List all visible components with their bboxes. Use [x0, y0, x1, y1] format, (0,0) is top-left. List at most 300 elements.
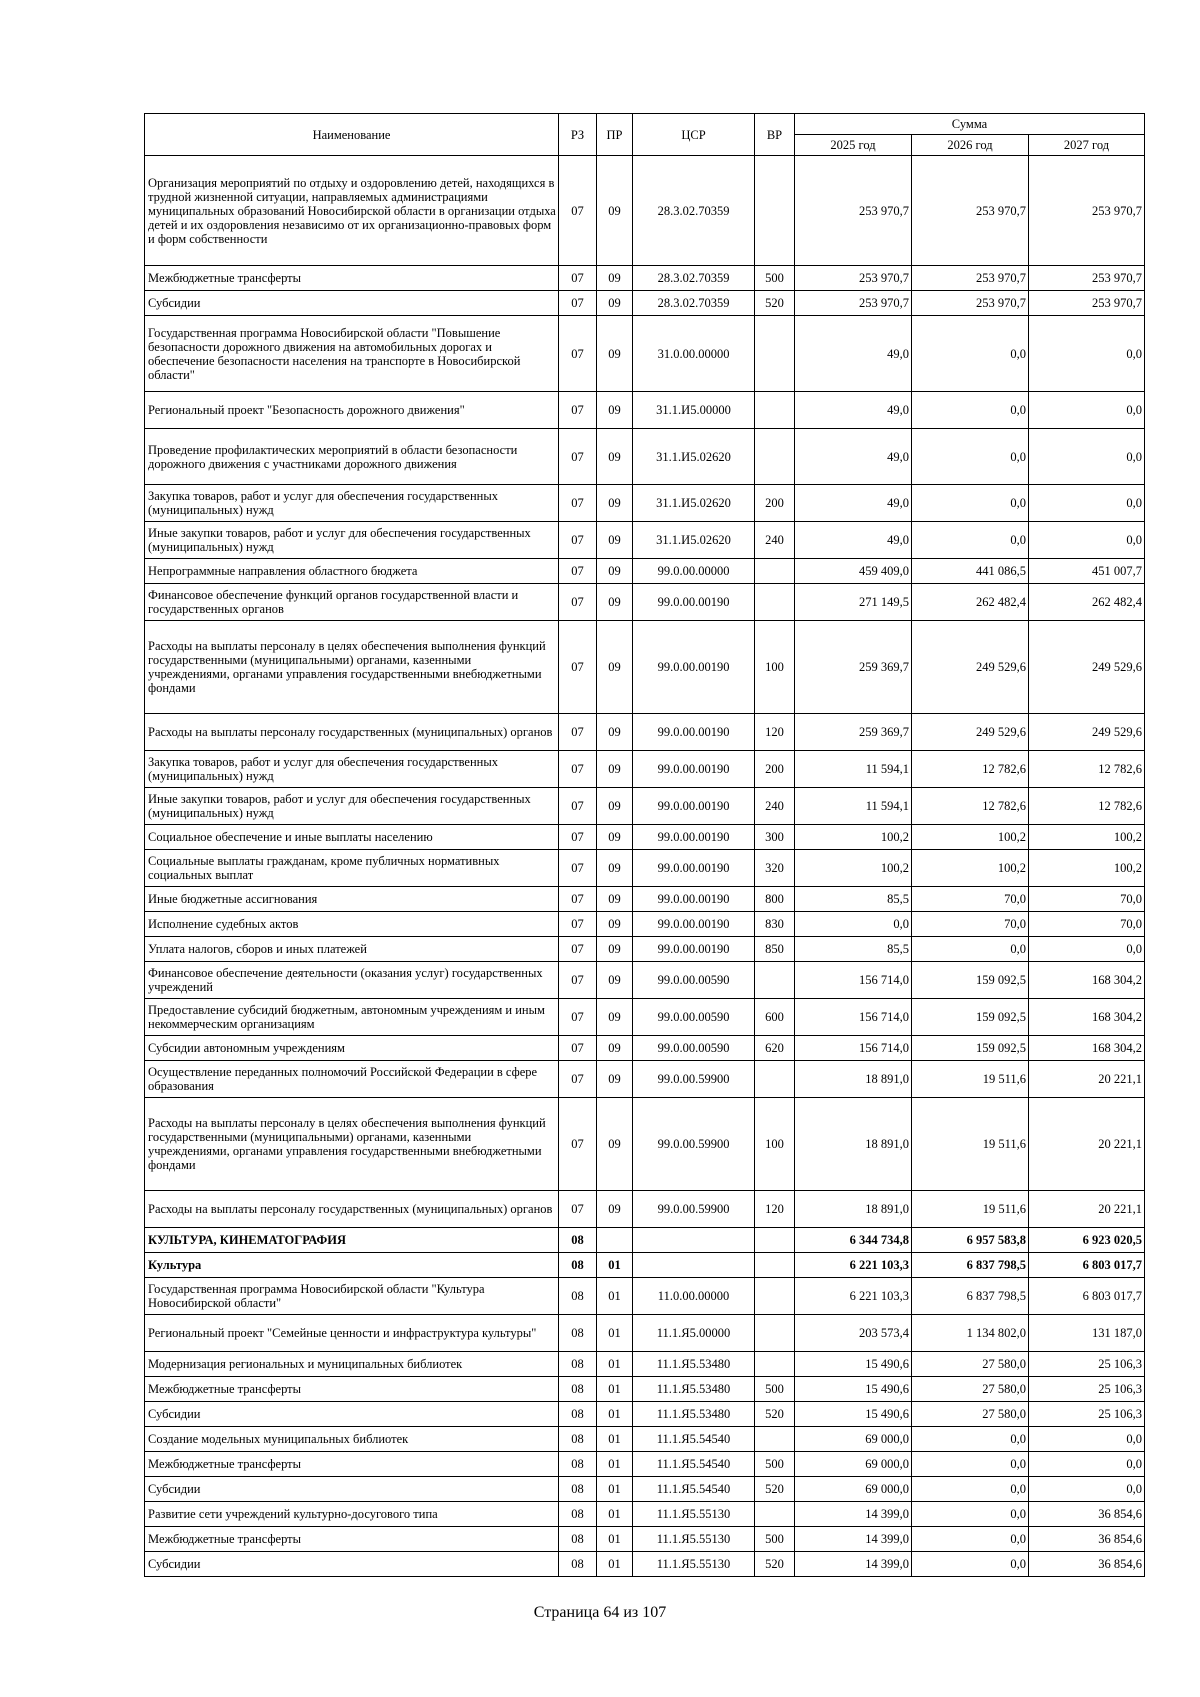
cell-pr: 09 — [597, 887, 633, 912]
table-row — [145, 1377, 1145, 1402]
cell-2026: 6 837 798,5 — [912, 1278, 1029, 1315]
cell-vr — [755, 1253, 795, 1278]
budget-table — [144, 113, 1145, 1577]
cell-2025: 271 149,5 — [795, 584, 912, 621]
cell-csr: 11.1.Я5.54540 — [633, 1477, 755, 1502]
cell-2027: 253 970,7 — [1029, 266, 1145, 291]
cell-vr — [755, 316, 795, 392]
cell-rz: 07 — [559, 485, 597, 522]
table-row — [145, 316, 1145, 392]
cell-2025: 14 399,0 — [795, 1552, 912, 1577]
cell-pr: 01 — [597, 1477, 633, 1502]
cell-csr: 11.1.Я5.55130 — [633, 1552, 755, 1577]
cell-vr: 520 — [755, 1552, 795, 1577]
cell-2026: 249 529,6 — [912, 714, 1029, 751]
cell-2026: 100,2 — [912, 825, 1029, 850]
table-row — [145, 1036, 1145, 1061]
cell-2026: 0,0 — [912, 392, 1029, 429]
cell-vr — [755, 429, 795, 485]
cell-rz: 08 — [559, 1477, 597, 1502]
cell-2027: 20 221,1 — [1029, 1061, 1145, 1098]
cell-2025: 69 000,0 — [795, 1477, 912, 1502]
table-row — [145, 887, 1145, 912]
table-row — [145, 1191, 1145, 1228]
cell-pr: 01 — [597, 1377, 633, 1402]
cell-2025: 253 970,7 — [795, 291, 912, 316]
cell-rz: 08 — [559, 1527, 597, 1552]
cell-2025: 18 891,0 — [795, 1098, 912, 1191]
cell-csr: 99.0.00.00590 — [633, 962, 755, 999]
cell-pr: 09 — [597, 1061, 633, 1098]
cell-2027: 12 782,6 — [1029, 751, 1145, 788]
cell-pr: 01 — [597, 1253, 633, 1278]
cell-2026: 70,0 — [912, 887, 1029, 912]
cell-2025: 69 000,0 — [795, 1427, 912, 1452]
cell-csr — [633, 1228, 755, 1253]
cell-pr: 09 — [597, 485, 633, 522]
cell-2027: 0,0 — [1029, 1477, 1145, 1502]
cell-vr: 620 — [755, 1036, 795, 1061]
cell-rz: 07 — [559, 788, 597, 825]
cell-name: Межбюджетные трансферты — [145, 1527, 559, 1552]
cell-vr — [755, 1315, 795, 1352]
cell-2027: 262 482,4 — [1029, 584, 1145, 621]
cell-vr: 500 — [755, 1527, 795, 1552]
cell-2025: 156 714,0 — [795, 999, 912, 1036]
cell-2027: 0,0 — [1029, 316, 1145, 392]
table-row — [145, 1527, 1145, 1552]
cell-pr: 09 — [597, 999, 633, 1036]
cell-2027: 168 304,2 — [1029, 1036, 1145, 1061]
cell-2027: 253 970,7 — [1029, 156, 1145, 266]
cell-vr — [755, 1427, 795, 1452]
cell-2026: 253 970,7 — [912, 156, 1029, 266]
cell-pr: 09 — [597, 788, 633, 825]
cell-pr: 09 — [597, 850, 633, 887]
cell-2025: 156 714,0 — [795, 962, 912, 999]
cell-rz: 07 — [559, 1061, 597, 1098]
cell-2027: 451 007,7 — [1029, 559, 1145, 584]
cell-2026: 0,0 — [912, 1552, 1029, 1577]
cell-csr: 11.1.Я5.53480 — [633, 1352, 755, 1377]
cell-2026: 249 529,6 — [912, 621, 1029, 714]
cell-name: Субсидии — [145, 291, 559, 316]
cell-2026: 27 580,0 — [912, 1377, 1029, 1402]
header-year-2027: 2027 год — [1029, 135, 1145, 156]
cell-pr: 09 — [597, 912, 633, 937]
cell-rz: 07 — [559, 584, 597, 621]
cell-vr: 520 — [755, 1402, 795, 1427]
cell-vr — [755, 1352, 795, 1377]
table-row — [145, 999, 1145, 1036]
cell-rz: 08 — [559, 1377, 597, 1402]
cell-2025: 100,2 — [795, 850, 912, 887]
cell-rz: 07 — [559, 1191, 597, 1228]
table-row — [145, 912, 1145, 937]
cell-rz: 07 — [559, 714, 597, 751]
table-row — [145, 1228, 1145, 1253]
cell-2027: 25 106,3 — [1029, 1352, 1145, 1377]
header-rz: РЗ — [559, 114, 597, 156]
cell-2026: 27 580,0 — [912, 1402, 1029, 1427]
cell-rz: 07 — [559, 266, 597, 291]
cell-2027: 131 187,0 — [1029, 1315, 1145, 1352]
cell-rz: 08 — [559, 1502, 597, 1527]
cell-2027: 249 529,6 — [1029, 714, 1145, 751]
cell-csr: 99.0.00.00190 — [633, 621, 755, 714]
header-pr: ПР — [597, 114, 633, 156]
cell-2027: 6 803 017,7 — [1029, 1278, 1145, 1315]
cell-2025: 259 369,7 — [795, 621, 912, 714]
cell-2025: 49,0 — [795, 429, 912, 485]
cell-2026: 0,0 — [912, 1527, 1029, 1552]
cell-pr: 01 — [597, 1502, 633, 1527]
cell-csr: 99.0.00.00190 — [633, 584, 755, 621]
cell-pr: 09 — [597, 1191, 633, 1228]
cell-2027: 25 106,3 — [1029, 1402, 1145, 1427]
cell-rz: 07 — [559, 825, 597, 850]
cell-pr: 01 — [597, 1402, 633, 1427]
table-row — [145, 1098, 1145, 1191]
cell-vr: 300 — [755, 825, 795, 850]
cell-rz: 07 — [559, 912, 597, 937]
table-row — [145, 1552, 1145, 1577]
cell-rz: 07 — [559, 429, 597, 485]
cell-pr: 09 — [597, 291, 633, 316]
table-row — [145, 714, 1145, 751]
table-row — [145, 1061, 1145, 1098]
cell-name: Осуществление переданных полномочий Российской Федерации в сфере образования — [145, 1061, 559, 1098]
cell-pr: 01 — [597, 1527, 633, 1552]
cell-2027: 70,0 — [1029, 912, 1145, 937]
cell-vr — [755, 156, 795, 266]
cell-name: Региональный проект "Семейные ценности и инфраструктура культуры" — [145, 1315, 559, 1352]
cell-pr: 09 — [597, 937, 633, 962]
cell-2027: 20 221,1 — [1029, 1191, 1145, 1228]
cell-vr: 800 — [755, 887, 795, 912]
cell-2027: 253 970,7 — [1029, 291, 1145, 316]
cell-vr: 520 — [755, 291, 795, 316]
table-row — [145, 1352, 1145, 1377]
cell-2027: 70,0 — [1029, 887, 1145, 912]
cell-2026: 100,2 — [912, 850, 1029, 887]
cell-csr: 31.1.И5.00000 — [633, 392, 755, 429]
cell-2026: 6 957 583,8 — [912, 1228, 1029, 1253]
table-header — [145, 114, 1145, 156]
table-row — [145, 621, 1145, 714]
cell-csr: 99.0.00.00590 — [633, 1036, 755, 1061]
cell-vr — [755, 392, 795, 429]
cell-2027: 20 221,1 — [1029, 1098, 1145, 1191]
cell-vr: 520 — [755, 1477, 795, 1502]
cell-pr: 09 — [597, 714, 633, 751]
table-row — [145, 1402, 1145, 1427]
cell-csr: 31.1.И5.02620 — [633, 429, 755, 485]
cell-pr: 09 — [597, 1098, 633, 1191]
cell-2025: 49,0 — [795, 485, 912, 522]
cell-csr: 99.0.00.00000 — [633, 559, 755, 584]
cell-csr: 99.0.00.00190 — [633, 714, 755, 751]
cell-pr: 09 — [597, 584, 633, 621]
cell-2025: 18 891,0 — [795, 1191, 912, 1228]
table-row — [145, 291, 1145, 316]
cell-csr — [633, 1253, 755, 1278]
cell-name: Расходы на выплаты персоналу государственных (муниципальных) органов — [145, 714, 559, 751]
cell-2027: 6 923 020,5 — [1029, 1228, 1145, 1253]
header-name: Наименование — [145, 114, 559, 156]
cell-csr: 11.1.Я5.54540 — [633, 1452, 755, 1477]
cell-2025: 100,2 — [795, 825, 912, 850]
cell-name: Непрограммные направления областного бюджета — [145, 559, 559, 584]
cell-2026: 0,0 — [912, 429, 1029, 485]
cell-rz: 08 — [559, 1253, 597, 1278]
cell-rz: 07 — [559, 1098, 597, 1191]
table-row — [145, 937, 1145, 962]
cell-2025: 85,5 — [795, 887, 912, 912]
cell-vr: 120 — [755, 714, 795, 751]
cell-pr: 01 — [597, 1452, 633, 1477]
cell-csr: 28.3.02.70359 — [633, 156, 755, 266]
table-row — [145, 156, 1145, 266]
cell-2026: 441 086,5 — [912, 559, 1029, 584]
cell-rz: 08 — [559, 1452, 597, 1477]
cell-2026: 12 782,6 — [912, 788, 1029, 825]
table-row — [145, 1477, 1145, 1502]
cell-pr: 09 — [597, 522, 633, 559]
cell-csr: 28.3.02.70359 — [633, 291, 755, 316]
cell-name: Социальные выплаты гражданам, кроме публичных нормативных социальных выплат — [145, 850, 559, 887]
cell-name: Модернизация региональных и муниципальных библиотек — [145, 1352, 559, 1377]
table-row — [145, 751, 1145, 788]
cell-2025: 0,0 — [795, 912, 912, 937]
cell-2026: 27 580,0 — [912, 1352, 1029, 1377]
table-row — [145, 485, 1145, 522]
cell-pr: 09 — [597, 559, 633, 584]
cell-pr: 01 — [597, 1352, 633, 1377]
cell-pr: 09 — [597, 392, 633, 429]
header-vr: ВР — [755, 114, 795, 156]
cell-name: Региональный проект "Безопасность дорожного движения" — [145, 392, 559, 429]
cell-csr: 99.0.00.00190 — [633, 887, 755, 912]
cell-2025: 14 399,0 — [795, 1527, 912, 1552]
table-row — [145, 266, 1145, 291]
table-row — [145, 1502, 1145, 1527]
cell-2025: 203 573,4 — [795, 1315, 912, 1352]
table-row — [145, 584, 1145, 621]
cell-csr: 99.0.00.59900 — [633, 1061, 755, 1098]
table-row — [145, 1253, 1145, 1278]
cell-2027: 25 106,3 — [1029, 1377, 1145, 1402]
cell-pr — [597, 1228, 633, 1253]
cell-csr: 99.0.00.00190 — [633, 751, 755, 788]
cell-pr: 09 — [597, 1036, 633, 1061]
cell-2026: 253 970,7 — [912, 291, 1029, 316]
cell-rz: 07 — [559, 937, 597, 962]
cell-2025: 253 970,7 — [795, 156, 912, 266]
cell-2027: 168 304,2 — [1029, 962, 1145, 999]
cell-rz: 07 — [559, 962, 597, 999]
cell-rz: 07 — [559, 1036, 597, 1061]
cell-rz: 07 — [559, 316, 597, 392]
cell-vr — [755, 1061, 795, 1098]
cell-vr: 120 — [755, 1191, 795, 1228]
cell-rz: 07 — [559, 392, 597, 429]
cell-name: Межбюджетные трансферты — [145, 1452, 559, 1477]
cell-2025: 156 714,0 — [795, 1036, 912, 1061]
cell-vr — [755, 962, 795, 999]
cell-2025: 259 369,7 — [795, 714, 912, 751]
cell-2026: 0,0 — [912, 485, 1029, 522]
cell-csr: 31.1.И5.02620 — [633, 485, 755, 522]
cell-rz: 07 — [559, 887, 597, 912]
cell-name: Субсидии — [145, 1402, 559, 1427]
table-row — [145, 825, 1145, 850]
header-sum: Сумма — [795, 114, 1145, 135]
cell-2027: 0,0 — [1029, 1427, 1145, 1452]
cell-pr: 09 — [597, 316, 633, 392]
cell-rz: 08 — [559, 1352, 597, 1377]
cell-2027: 0,0 — [1029, 1452, 1145, 1477]
cell-name: Иные бюджетные ассигнования — [145, 887, 559, 912]
cell-2026: 0,0 — [912, 316, 1029, 392]
cell-name: Культура — [145, 1253, 559, 1278]
cell-2026: 6 837 798,5 — [912, 1253, 1029, 1278]
cell-2027: 0,0 — [1029, 485, 1145, 522]
table-row — [145, 392, 1145, 429]
cell-2025: 49,0 — [795, 316, 912, 392]
cell-name: Иные закупки товаров, работ и услуг для обеспечения государственных (муниципальных) нужд — [145, 788, 559, 825]
cell-name: Социальное обеспечение и иные выплаты населению — [145, 825, 559, 850]
cell-2027: 0,0 — [1029, 429, 1145, 485]
cell-name: Государственная программа Новосибирской области "Культура Новосибирской области" — [145, 1278, 559, 1315]
cell-vr — [755, 1502, 795, 1527]
cell-rz: 08 — [559, 1552, 597, 1577]
cell-2025: 459 409,0 — [795, 559, 912, 584]
cell-name: Организация мероприятий по отдыху и оздоровлению детей, находящихся в трудной жизненной ситуации, направляемых администрациями муниципальных образований Новосибирской области в организации отдыха детей и их оздоровления независимо от их организационно-правовых форм и форм собственности — [145, 156, 559, 266]
cell-vr: 500 — [755, 1452, 795, 1477]
cell-rz: 07 — [559, 522, 597, 559]
cell-2025: 11 594,1 — [795, 751, 912, 788]
cell-pr: 09 — [597, 266, 633, 291]
cell-csr: 99.0.00.00190 — [633, 788, 755, 825]
cell-name: Расходы на выплаты персоналу в целях обеспечения выполнения функций государственными (муниципальными) органами, казенными учреждениями, органами управления государственными внебюджетными фондами — [145, 621, 559, 714]
cell-pr: 09 — [597, 156, 633, 266]
table-row — [145, 1427, 1145, 1452]
cell-rz: 07 — [559, 751, 597, 788]
cell-pr: 09 — [597, 429, 633, 485]
cell-2025: 14 399,0 — [795, 1502, 912, 1527]
cell-name: Государственная программа Новосибирской области "Повышение безопасности дорожного движения на автомобильных дорогах и обеспечение безопасности населения на транспорте в Новосибирской области" — [145, 316, 559, 392]
cell-vr — [755, 584, 795, 621]
cell-csr: 11.1.Я5.54540 — [633, 1427, 755, 1452]
cell-2027: 100,2 — [1029, 850, 1145, 887]
cell-rz: 07 — [559, 156, 597, 266]
cell-name: Закупка товаров, работ и услуг для обеспечения государственных (муниципальных) нужд — [145, 751, 559, 788]
cell-2026: 262 482,4 — [912, 584, 1029, 621]
cell-name: КУЛЬТУРА, КИНЕМАТОГРАФИЯ — [145, 1228, 559, 1253]
cell-2026: 70,0 — [912, 912, 1029, 937]
cell-csr: 31.0.00.00000 — [633, 316, 755, 392]
header-year-2025: 2025 год — [795, 135, 912, 156]
cell-pr: 01 — [597, 1315, 633, 1352]
cell-2025: 6 344 734,8 — [795, 1228, 912, 1253]
cell-2025: 15 490,6 — [795, 1377, 912, 1402]
cell-vr: 600 — [755, 999, 795, 1036]
cell-rz: 07 — [559, 291, 597, 316]
cell-2026: 12 782,6 — [912, 751, 1029, 788]
cell-pr: 09 — [597, 621, 633, 714]
cell-rz: 08 — [559, 1315, 597, 1352]
cell-csr: 11.1.Я5.53480 — [633, 1377, 755, 1402]
cell-vr: 200 — [755, 751, 795, 788]
cell-csr: 99.0.00.00190 — [633, 850, 755, 887]
cell-2027: 100,2 — [1029, 825, 1145, 850]
cell-2026: 159 092,5 — [912, 1036, 1029, 1061]
table-row — [145, 1278, 1145, 1315]
cell-2025: 6 221 103,3 — [795, 1278, 912, 1315]
table-row — [145, 850, 1145, 887]
table-row — [145, 1315, 1145, 1352]
cell-2026: 0,0 — [912, 1452, 1029, 1477]
cell-vr: 320 — [755, 850, 795, 887]
cell-name: Развитие сети учреждений культурно-досугового типа — [145, 1502, 559, 1527]
cell-rz: 08 — [559, 1228, 597, 1253]
cell-2027: 0,0 — [1029, 392, 1145, 429]
cell-vr: 240 — [755, 522, 795, 559]
table-row — [145, 559, 1145, 584]
cell-vr: 500 — [755, 266, 795, 291]
cell-vr: 850 — [755, 937, 795, 962]
cell-2027: 36 854,6 — [1029, 1527, 1145, 1552]
table-row — [145, 522, 1145, 559]
cell-csr: 11.1.Я5.00000 — [633, 1315, 755, 1352]
cell-csr: 99.0.00.00190 — [633, 825, 755, 850]
cell-csr: 99.0.00.59900 — [633, 1191, 755, 1228]
cell-name: Исполнение судебных актов — [145, 912, 559, 937]
cell-csr: 28.3.02.70359 — [633, 266, 755, 291]
cell-2025: 49,0 — [795, 392, 912, 429]
cell-name: Уплата налогов, сборов и иных платежей — [145, 937, 559, 962]
cell-2025: 11 594,1 — [795, 788, 912, 825]
cell-pr: 01 — [597, 1278, 633, 1315]
cell-rz: 07 — [559, 621, 597, 714]
cell-2026: 0,0 — [912, 1477, 1029, 1502]
cell-name: Субсидии автономным учреждениям — [145, 1036, 559, 1061]
cell-csr: 11.1.Я5.55130 — [633, 1527, 755, 1552]
cell-name: Субсидии — [145, 1477, 559, 1502]
cell-2026: 1 134 802,0 — [912, 1315, 1029, 1352]
cell-2027: 249 529,6 — [1029, 621, 1145, 714]
cell-name: Создание модельных муниципальных библиотек — [145, 1427, 559, 1452]
cell-2026: 159 092,5 — [912, 962, 1029, 999]
cell-vr: 830 — [755, 912, 795, 937]
table-body — [145, 156, 1145, 1577]
cell-vr: 100 — [755, 621, 795, 714]
cell-rz: 08 — [559, 1427, 597, 1452]
cell-vr: 200 — [755, 485, 795, 522]
cell-vr — [755, 559, 795, 584]
cell-2025: 15 490,6 — [795, 1352, 912, 1377]
cell-csr: 99.0.00.00590 — [633, 999, 755, 1036]
cell-name: Расходы на выплаты персоналу в целях обеспечения выполнения функций государственными (муниципальными) органами, казенными учреждениями, органами управления государственными внебюджетными фондами — [145, 1098, 559, 1191]
cell-rz: 07 — [559, 559, 597, 584]
cell-2026: 19 511,6 — [912, 1061, 1029, 1098]
cell-2025: 6 221 103,3 — [795, 1253, 912, 1278]
cell-2026: 0,0 — [912, 522, 1029, 559]
cell-2026: 0,0 — [912, 1502, 1029, 1527]
cell-rz: 08 — [559, 1402, 597, 1427]
cell-vr — [755, 1228, 795, 1253]
